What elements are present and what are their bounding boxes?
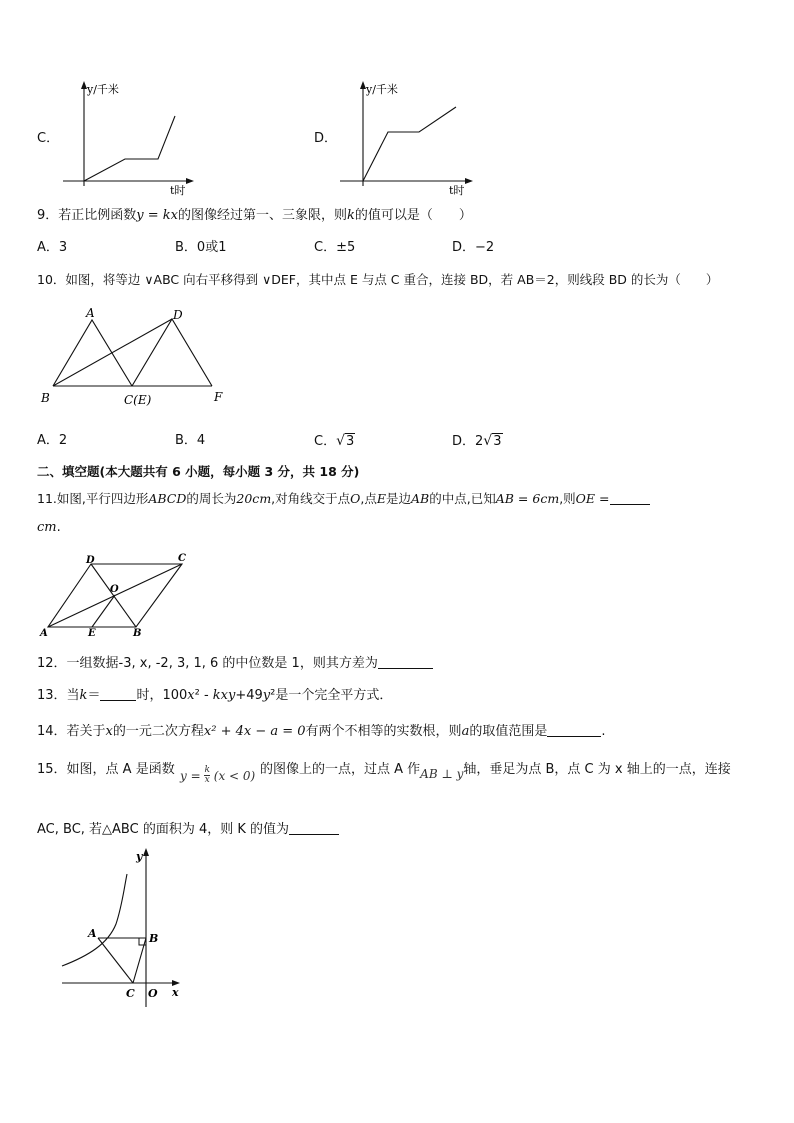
- q15-answer-blank: [289, 822, 339, 835]
- q10-label-ce: C(E): [124, 393, 152, 407]
- q10-figure: [36, 302, 236, 408]
- graph-c-ylabel: y/千米: [87, 83, 119, 96]
- q14-answer-blank: [547, 724, 601, 737]
- graph-c-xlabel: t时: [170, 184, 186, 196]
- q10-label-d: D: [173, 308, 183, 322]
- question-15-line-1-b: 的图像上的一点，过点 A 作AB ⊥ y轴，垂足为点 B，点 C 为 x 轴上的一点，连接: [260, 762, 731, 781]
- q12-answer-blank: [378, 656, 433, 669]
- q9-option-c: C．±5: [314, 240, 356, 255]
- q11-label-e: E: [88, 628, 96, 639]
- q15-label-x: x: [172, 986, 179, 999]
- question-15-line-1-a: 15．如图，点 A 是函数: [37, 762, 175, 777]
- q11-label-d: D: [86, 555, 95, 566]
- q15-label-b: B: [149, 932, 159, 945]
- q15-label-y: y: [136, 850, 143, 863]
- graph-d: [337, 78, 477, 196]
- q15-label-a: A: [88, 927, 97, 940]
- question-13: 13．当k＝ 时，100x² - kxy+49y²是一个完全平方式．: [37, 688, 393, 703]
- q11-label-c: C: [178, 553, 186, 564]
- q10-label-a: A: [86, 306, 95, 320]
- option-d-label: D．: [314, 131, 338, 146]
- q11-figure: [38, 550, 198, 640]
- question-15-line-2: AC, BC, 若△ABC 的面积为 4，则 K 的值为: [37, 822, 339, 838]
- q11-label-o: O: [110, 584, 119, 595]
- q10-option-b: B．4: [175, 433, 206, 448]
- q11-label-a: A: [40, 628, 48, 639]
- q10-option-d: D．2√3: [452, 433, 502, 449]
- option-c-label: C．: [37, 131, 60, 146]
- section-2-heading: 二、填空题(本大题共有 6 小题，每小题 3 分，共 18 分): [37, 464, 360, 479]
- q10-option-a: A．2: [37, 433, 68, 448]
- q10-option-c: C．√3: [314, 433, 355, 449]
- q11-answer-blank: [610, 492, 650, 505]
- q9-option-b: B．0或1: [175, 240, 227, 255]
- q9-formula: y = kx: [136, 208, 178, 223]
- question-9: 9．若正比例函数y = kx的图像经过第一、三象限，则k的值可以是（ ）: [37, 208, 472, 223]
- question-10: 10．如图，将等边 ∨ABC 向右平移得到 ∨DEF，其中点 E 与点 C 重合，连接 BD，若 AB＝2，则线段 BD 的长为（ ）: [37, 272, 719, 287]
- question-12: 12．一组数据-3, x, -2, 3, 1, 6 的中位数是 1，则其方差为: [37, 656, 433, 672]
- q9-option-d: D．−2: [452, 240, 495, 255]
- question-11-line-2: cm.: [37, 520, 61, 535]
- q15-label-c: C: [126, 987, 135, 1000]
- q9-option-a: A．3: [37, 240, 68, 255]
- question-14: 14．若关于x的一元二次方程x² + 4x − a = 0有两个不相等的实数根，则a的取值范围是 .: [37, 724, 606, 739]
- graph-d-ylabel: y/千米: [366, 83, 398, 96]
- graph-d-xlabel: t时: [449, 184, 465, 196]
- q11-label-b: B: [133, 628, 142, 639]
- q10-label-b: B: [41, 391, 50, 405]
- q10-label-f: F: [214, 390, 223, 404]
- q15-label-o: O: [148, 987, 158, 1000]
- q15-figure: [58, 844, 188, 1010]
- sqrt-icon: √: [336, 433, 345, 449]
- sqrt-icon: √: [483, 433, 493, 449]
- graph-c: [58, 78, 198, 196]
- q15-function: y = $\frac{k}{x}$ (x < 0): [180, 765, 256, 785]
- question-11-line-1: 11.如图,平行四边形ABCD的周长为20cm,对角线交于点O,点E是边AB的中点,已知AB = 6cm,则OE =: [37, 491, 650, 507]
- q13-answer-blank: [100, 688, 136, 701]
